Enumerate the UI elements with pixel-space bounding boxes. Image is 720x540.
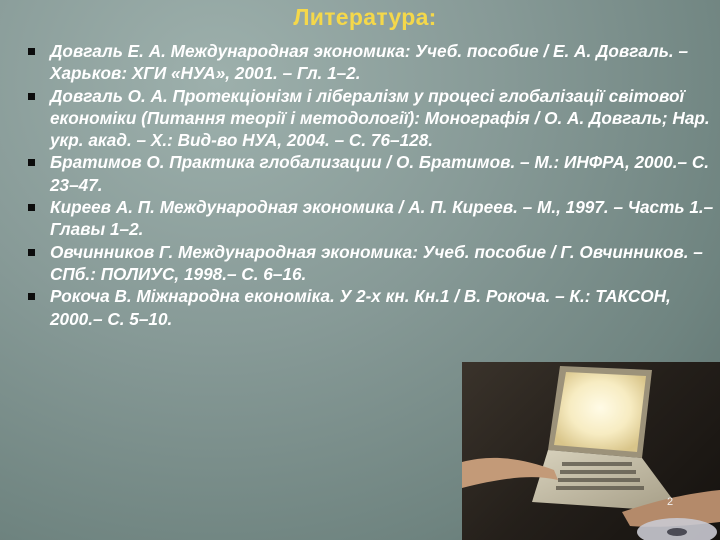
bullet-icon — [28, 93, 35, 100]
reference-list — [28, 40, 718, 330]
laptop-illustration-icon — [462, 362, 720, 540]
reference-item — [28, 241, 718, 286]
reference-item — [28, 40, 718, 85]
page-number: 2 — [667, 496, 674, 508]
reference-item — [28, 151, 718, 196]
reference-text: Рокоча В. Міжнародна економіка. У 2-х кн. Кн.1 / В. Рокоча. – К.: ТАКСОН, 2000.– С. 5–10. — [50, 286, 671, 329]
reference-item — [28, 85, 718, 152]
reference-text: Довгаль О. А. Протекціонізм і лібералізм у процесі глобалізації світової економіки (Питання теорії і методології): Монографія / О. А. Довгаль; Нар. укр. акад. – Х.: Вид-во НУА, 2004. – С. 76–128. — [50, 85, 710, 151]
reference-text: Довгаль Е. А. Международная экономика: Учеб. пособие / Е. А. Довгаль. – Харьков: ХГИ «НУА», 2001. – Гл. 1–2. — [50, 41, 689, 84]
reference-text: Братимов О. Практика глобализации / О. Братимов. – М.: ИНФРА, 2000.– С. 23–47. — [50, 152, 710, 195]
bullet-icon — [28, 204, 35, 211]
bullet-icon — [28, 48, 35, 55]
slide-title: Литература: — [293, 4, 437, 30]
reference-item — [28, 196, 718, 241]
laptop-photo — [462, 362, 720, 540]
bullet-icon — [28, 249, 35, 256]
reference-text: Киреев А. П. Международная экономика / А. П. Киреев. – М., 1997. – Часть 1.– Главы 1–2. — [50, 197, 714, 240]
bullet-icon — [28, 159, 35, 166]
reference-item — [28, 285, 718, 330]
reference-text: Овчинников Г. Международная экономика: Учеб. пособие / Г. Овчинников. – СПб.: ПОЛИУС, 1998.– С. 6–16. — [50, 241, 703, 284]
bullet-icon — [28, 293, 35, 300]
